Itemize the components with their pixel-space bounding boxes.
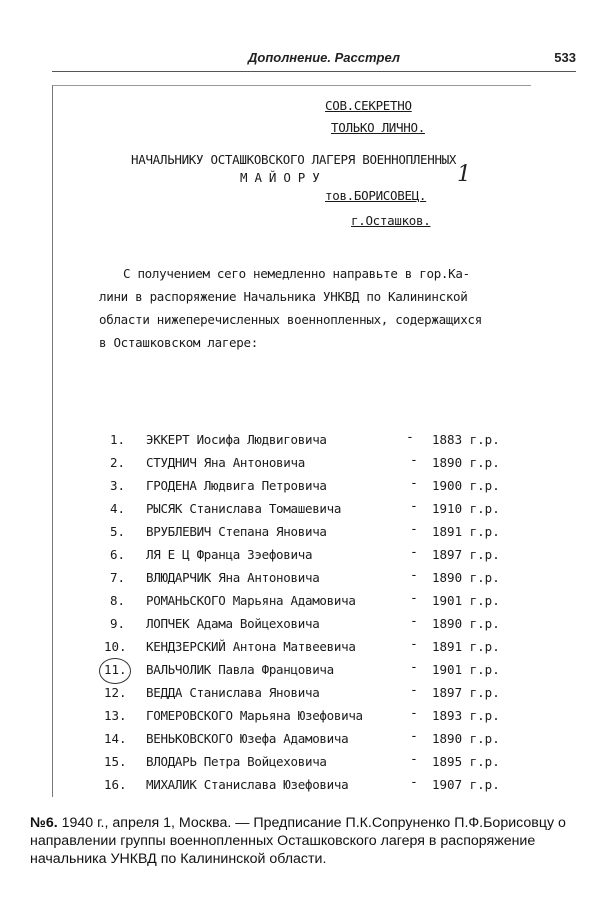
list-item-dash: -: [410, 706, 418, 721]
addressee-city: г.Осташков.: [351, 213, 431, 228]
list-item-dash: -: [410, 522, 418, 537]
list-item-dash: -: [410, 499, 418, 514]
list-item-dash: -: [410, 752, 418, 767]
list-item-number: 5.: [110, 524, 126, 539]
list-item-name: ВЛЮДАРЧИК Яна Антоновича: [146, 570, 320, 585]
list-item-name: ГРОДЕНА Людвига Петровича: [146, 478, 327, 493]
caption-text: 1940 г., апреля 1, Москва. — Предписание П.К.Сопруненко П.Ф.Борисовцу о направлении группы военнопленных Осташковского лагеря в распоряжение начальника УНКВД по Калининской области.: [30, 815, 566, 867]
list-item-name: ВЛОДАРЬ Петра Войцеховича: [146, 754, 327, 769]
page-header: [52, 50, 576, 70]
list-item-dash: -: [410, 453, 418, 468]
body-line-3: области нижеперечисленных военнопленных, содержащихся: [99, 312, 482, 327]
list-item-number: 8.: [110, 593, 126, 608]
list-item-dash: -: [406, 430, 414, 445]
list-item-year: 1890 г.р.: [432, 731, 500, 746]
list-item-year: 1897 г.р.: [432, 547, 500, 562]
list-item-name: ВРУБЛЕВИЧ Степана Яновича: [146, 524, 327, 539]
list-item-name: РЫСЯК Станислава Томашевича: [146, 501, 342, 516]
list-item-name: СТУДНИЧ Яна Антоновича: [146, 455, 305, 470]
list-item-name: РОМАНЬСКОГО Марьяна Адамовича: [146, 593, 356, 608]
list-item-dash: -: [410, 660, 418, 675]
list-item-year: 1901 г.р.: [432, 593, 500, 608]
body-line-2: лини в распоряжение Начальника УНКВД по Калининской: [99, 289, 468, 304]
list-item-year: 1890 г.р.: [432, 616, 500, 631]
list-item-year: 1895 г.р.: [432, 754, 500, 769]
list-item-year: 1907 г.р.: [432, 777, 500, 792]
list-item-number: 6.: [110, 547, 126, 562]
classification-secret: СОВ.СЕКРЕТНО: [325, 98, 412, 113]
list-item-name: ЭККЕРТ Иосифа Людвиговича: [146, 432, 327, 447]
addressee-rank: М А Й О Р У: [240, 170, 320, 185]
list-item-name: ЛОПЧЕК Адама Войцеховича: [146, 616, 320, 631]
classification-personal: ТОЛЬКО ЛИЧНО.: [331, 120, 425, 135]
list-item-year: 1890 г.р.: [432, 570, 500, 585]
list-item-number: 3.: [110, 478, 126, 493]
list-item-name: ВАЛЬЧОЛИК Павла Францовича: [146, 662, 334, 677]
body-line-1: С получением сего немедленно направьте в гор.Ка-: [123, 266, 470, 281]
list-item-name: КЕНДЗЕРСКИЙ Антона Матвеевича: [146, 639, 356, 654]
handwritten-circle-mark: [99, 658, 131, 684]
list-item-name: ГОМЕРОВСКОГО Марьяна Юзефовича: [146, 708, 363, 723]
list-item-number: 1.: [110, 432, 126, 447]
header-rule: [52, 71, 576, 72]
list-item-dash: -: [410, 545, 418, 560]
list-item-dash: -: [410, 568, 418, 583]
running-title: Дополнение. Расстрел: [248, 50, 400, 65]
list-item-year: 1891 г.р.: [432, 524, 500, 539]
list-item-number: 9.: [110, 616, 126, 631]
list-item-dash: -: [410, 614, 418, 629]
document-caption: [30, 814, 575, 868]
list-item-year: 1900 г.р.: [432, 478, 500, 493]
list-item-dash: -: [410, 729, 418, 744]
list-item-number: 16.: [104, 777, 127, 792]
list-item-year: 1910 г.р.: [432, 501, 500, 516]
list-item-number: 15.: [104, 754, 127, 769]
addressee-name: тов.БОРИСОВЕЦ.: [325, 188, 427, 203]
list-item-dash: -: [410, 591, 418, 606]
list-item-year: 1883 г.р.: [432, 432, 500, 447]
addressee-line-1: НАЧАЛЬНИКУ ОСТАШКОВСКОГО ЛАГЕРЯ ВОЕННОПЛЕННЫХ: [131, 152, 457, 167]
list-item-number: 11.: [104, 662, 127, 677]
list-item-dash: -: [410, 637, 418, 652]
caption-number: №6.: [30, 815, 58, 831]
list-item-year: 1891 г.р.: [432, 639, 500, 654]
handwritten-mark: 1: [457, 162, 471, 187]
list-item-year: 1901 г.р.: [432, 662, 500, 677]
list-item-year: 1890 г.р.: [432, 455, 500, 470]
page-number: 533: [554, 50, 576, 65]
list-item-number: 7.: [110, 570, 126, 585]
list-item-number: 10.: [104, 639, 127, 654]
body-line-4: в Осташковском лагере:: [99, 335, 258, 350]
list-item-year: 1893 г.р.: [432, 708, 500, 723]
list-item-year: 1897 г.р.: [432, 685, 500, 700]
list-item-name: ЛЯ Е Ц Франца Зэефовича: [146, 547, 313, 562]
list-item-name: ВЕДДА Станислава Яновича: [146, 685, 320, 700]
list-item-number: 4.: [110, 501, 126, 516]
list-item-dash: -: [410, 476, 418, 491]
list-item-name: ВЕНЬКОВСКОГО Юзефа Адамовича: [146, 731, 349, 746]
list-item-number: 12.: [104, 685, 127, 700]
list-item-name: МИХАЛИК Станислава Юзефовича: [146, 777, 349, 792]
list-item-number: 2.: [110, 455, 126, 470]
list-item-dash: -: [410, 775, 418, 790]
list-item-number: 14.: [104, 731, 127, 746]
list-item-dash: -: [410, 683, 418, 698]
list-item-number: 13.: [104, 708, 127, 723]
